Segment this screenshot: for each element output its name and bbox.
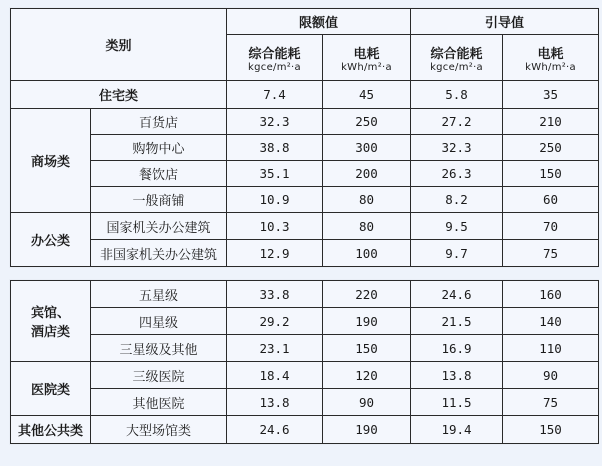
guide-electric-cell: 110: [503, 335, 599, 362]
electricity-label: 电耗: [353, 46, 380, 62]
energy-table-bottom-grid: [10, 280, 599, 444]
header-limit: 限额值: [227, 9, 411, 35]
table-row: [11, 416, 599, 444]
subcategory-cell: 三级医院: [91, 362, 227, 389]
guide-electric-cell: 75: [503, 240, 599, 267]
limit-combined-cell: 29.2: [227, 308, 323, 335]
limit-electric-cell: 200: [323, 161, 411, 187]
subcategory-cell: 百货店: [91, 109, 227, 135]
header-limit-electric: [323, 35, 411, 81]
guide-electric-cell: 140: [503, 308, 599, 335]
limit-electric-cell: 190: [323, 308, 411, 335]
subcategory-cell: 一般商铺: [91, 187, 227, 213]
category-line-1: 宾馆、: [30, 306, 70, 321]
combined-unit: kgce/m²·a: [248, 61, 301, 73]
electricity-label: 电耗: [537, 46, 564, 62]
subcategory-cell: 国家机关办公建筑: [91, 213, 227, 240]
table-row: [11, 81, 599, 109]
limit-combined-cell: 33.8: [227, 281, 323, 308]
subcategory-cell: 购物中心: [91, 135, 227, 161]
table-row: [11, 389, 599, 416]
limit-combined-cell: 12.9: [227, 240, 323, 267]
category-cell: 其他公共类: [11, 416, 91, 444]
energy-table-top: [10, 8, 598, 267]
guide-electric-cell: 210: [503, 109, 599, 135]
table-row: [11, 213, 599, 240]
limit-electric-cell: 90: [323, 389, 411, 416]
table-row: [11, 335, 599, 362]
category-line-2: 酒店类: [30, 325, 70, 340]
table-row: [11, 109, 599, 135]
category-cell: 医院类: [11, 362, 91, 416]
subcategory-cell: 五星级: [91, 281, 227, 308]
guide-combined-cell: 16.9: [411, 335, 503, 362]
subcategory-cell: 非国家机关办公建筑: [91, 240, 227, 267]
limit-combined-cell: 35.1: [227, 161, 323, 187]
limit-combined-cell: 10.9: [227, 187, 323, 213]
guide-electric-cell: 150: [503, 416, 599, 444]
guide-electric-cell: 250: [503, 135, 599, 161]
limit-electric-cell: 80: [323, 213, 411, 240]
guide-combined-cell: 26.3: [411, 161, 503, 187]
electricity-unit: kWh/m²·a: [525, 61, 576, 73]
category-cell: 办公类: [11, 213, 91, 267]
guide-combined-cell: 11.5: [411, 389, 503, 416]
table-row: [11, 308, 599, 335]
category-cell: 商场类: [11, 109, 91, 213]
guide-electric-cell: 70: [503, 213, 599, 240]
guide-combined-cell: 32.3: [411, 135, 503, 161]
guide-electric-cell: 160: [503, 281, 599, 308]
limit-combined-cell: 10.3: [227, 213, 323, 240]
limit-combined-cell: 24.6: [227, 416, 323, 444]
guide-electric-cell: 35: [503, 81, 599, 109]
guide-electric-cell: 75: [503, 389, 599, 416]
table-row: [11, 187, 599, 213]
limit-electric-cell: 45: [323, 81, 411, 109]
table-row: [11, 161, 599, 187]
energy-table-bottom: [10, 280, 598, 444]
limit-combined-cell: 23.1: [227, 335, 323, 362]
header-guide: 引导值: [411, 9, 599, 35]
guide-electric-cell: 90: [503, 362, 599, 389]
guide-combined-cell: 9.5: [411, 213, 503, 240]
guide-combined-cell: 27.2: [411, 109, 503, 135]
guide-combined-cell: 13.8: [411, 362, 503, 389]
subcategory-cell: 大型场馆类: [91, 416, 227, 444]
header-limit-combined: [227, 35, 323, 81]
limit-electric-cell: 250: [323, 109, 411, 135]
electricity-unit: kWh/m²·a: [341, 61, 392, 73]
table-row: [11, 135, 599, 161]
limit-combined-cell: 18.4: [227, 362, 323, 389]
limit-electric-cell: 80: [323, 187, 411, 213]
guide-electric-cell: 60: [503, 187, 599, 213]
subcategory-cell: 餐饮店: [91, 161, 227, 187]
table-row: [11, 281, 599, 308]
guide-combined-cell: 9.7: [411, 240, 503, 267]
subcategory-cell: 其他医院: [91, 389, 227, 416]
limit-electric-cell: 300: [323, 135, 411, 161]
guide-combined-cell: 24.6: [411, 281, 503, 308]
guide-combined-cell: 19.4: [411, 416, 503, 444]
limit-electric-cell: 220: [323, 281, 411, 308]
guide-electric-cell: 150: [503, 161, 599, 187]
category-cell: [11, 281, 91, 362]
limit-combined-cell: 32.3: [227, 109, 323, 135]
energy-table-top-grid: [10, 8, 599, 267]
subcategory-cell: 三星级及其他: [91, 335, 227, 362]
table-row: [11, 362, 599, 389]
limit-electric-cell: 120: [323, 362, 411, 389]
guide-combined-cell: 5.8: [411, 81, 503, 109]
combined-unit: kgce/m²·a: [430, 61, 483, 73]
combined-energy-label: 综合能耗: [430, 46, 483, 62]
limit-electric-cell: 150: [323, 335, 411, 362]
header-category: 类别: [11, 9, 227, 81]
limit-combined-cell: 13.8: [227, 389, 323, 416]
header-guide-electric: [503, 35, 599, 81]
subcategory-cell: 四星级: [91, 308, 227, 335]
guide-combined-cell: 8.2: [411, 187, 503, 213]
guide-combined-cell: 21.5: [411, 308, 503, 335]
limit-electric-cell: 190: [323, 416, 411, 444]
combined-energy-label: 综合能耗: [248, 46, 301, 62]
category-cell: 住宅类: [11, 81, 227, 109]
limit-electric-cell: 100: [323, 240, 411, 267]
table-row: [11, 240, 599, 267]
header-guide-combined: [411, 35, 503, 81]
limit-combined-cell: 38.8: [227, 135, 323, 161]
limit-combined-cell: 7.4: [227, 81, 323, 109]
